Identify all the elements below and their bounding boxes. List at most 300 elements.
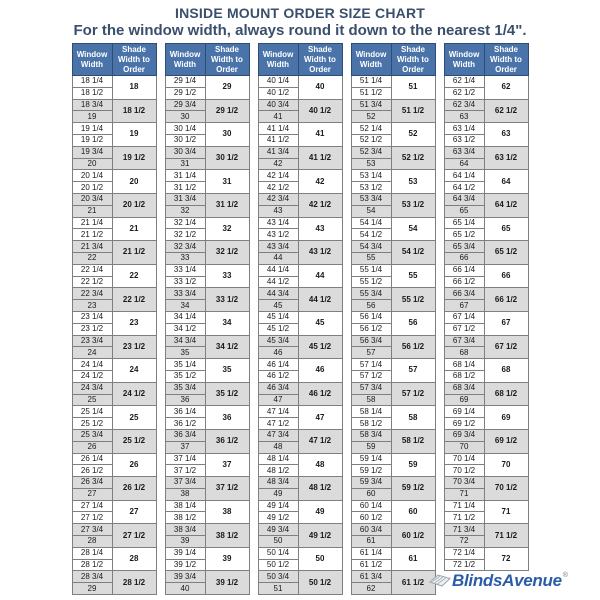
shade-width-cell: 48 1/2 — [298, 477, 342, 501]
table-row — [72, 500, 156, 512]
window-width-cell: 35 3/4 — [165, 382, 205, 394]
shade-width-cell: 62 1/2 — [484, 99, 528, 123]
window-width-cell: 23 1/4 — [72, 311, 112, 323]
shade-width-cell: 52 1/2 — [391, 146, 435, 170]
window-width-cell: 35 1/2 — [165, 370, 205, 382]
window-width-cell: 34 3/4 — [165, 335, 205, 347]
shade-width-cell: 32 — [205, 217, 249, 241]
registered-mark: ® — [562, 572, 568, 579]
window-width-cell: 61 3/4 — [351, 571, 391, 583]
shade-width-cell: 35 1/2 — [205, 382, 249, 406]
window-width-cell: 67 — [444, 300, 484, 312]
window-width-cell: 54 1/2 — [351, 229, 391, 241]
window-width-cell: 21 1/4 — [72, 217, 112, 229]
table-row — [258, 288, 342, 300]
table-row — [351, 146, 435, 158]
shade-width-cell: 38 1/2 — [205, 524, 249, 548]
window-width-header: Window Width — [72, 44, 112, 76]
table-row — [165, 76, 249, 88]
window-width-cell: 41 3/4 — [258, 146, 298, 158]
window-width-cell: 23 — [72, 300, 112, 312]
window-width-cell: 72 — [444, 536, 484, 548]
window-width-cell: 38 — [165, 488, 205, 500]
window-width-cell: 62 3/4 — [444, 99, 484, 111]
table-row — [444, 429, 528, 441]
window-width-cell: 24 — [72, 347, 112, 359]
window-width-cell: 70 — [444, 441, 484, 453]
table-row — [165, 429, 249, 441]
shade-width-cell: 34 1/2 — [205, 335, 249, 359]
table-row — [258, 524, 342, 536]
window-width-cell: 51 — [258, 583, 298, 595]
shade-width-cell: 47 1/2 — [298, 429, 342, 453]
window-width-cell: 64 1/4 — [444, 170, 484, 182]
window-width-cell: 60 — [351, 488, 391, 500]
table-row — [444, 500, 528, 512]
table-row — [72, 76, 156, 88]
brand-logo — [428, 571, 568, 591]
window-width-cell: 67 1/2 — [444, 323, 484, 335]
window-width-cell: 49 3/4 — [258, 524, 298, 536]
table-row — [72, 359, 156, 371]
window-width-cell: 47 1/2 — [258, 418, 298, 430]
table-row — [258, 477, 342, 489]
table-row — [165, 571, 249, 583]
shade-width-cell: 33 — [205, 264, 249, 288]
shade-width-header: Shade Width to Order — [484, 44, 528, 76]
window-width-cell: 66 3/4 — [444, 288, 484, 300]
window-width-cell: 68 3/4 — [444, 382, 484, 394]
shade-width-cell: 21 1/2 — [112, 241, 156, 265]
window-width-cell: 20 3/4 — [72, 193, 112, 205]
table-row — [165, 193, 249, 205]
window-width-header: Window Width — [165, 44, 205, 76]
window-width-cell: 28 1/4 — [72, 547, 112, 559]
table-row — [72, 524, 156, 536]
size-table-pair-5 — [444, 43, 529, 571]
table-row — [165, 406, 249, 418]
shade-width-cell: 30 1/2 — [205, 146, 249, 170]
table-row — [444, 524, 528, 536]
table-row — [258, 547, 342, 559]
window-width-cell: 27 1/4 — [72, 500, 112, 512]
window-width-cell: 60 3/4 — [351, 524, 391, 536]
shade-width-header: Shade Width to Order — [112, 44, 156, 76]
table-row — [72, 571, 156, 583]
table-row — [444, 288, 528, 300]
table-row — [258, 571, 342, 583]
window-width-cell: 22 1/2 — [72, 276, 112, 288]
table-row — [72, 335, 156, 347]
window-width-cell: 31 — [165, 158, 205, 170]
window-width-cell: 57 3/4 — [351, 382, 391, 394]
window-width-cell: 61 1/2 — [351, 559, 391, 571]
window-width-cell: 55 1/4 — [351, 264, 391, 276]
shade-width-cell: 56 — [391, 311, 435, 335]
window-width-cell: 58 — [351, 394, 391, 406]
shade-width-cell: 44 — [298, 264, 342, 288]
table-row — [351, 99, 435, 111]
window-width-cell: 48 1/4 — [258, 453, 298, 465]
window-width-cell: 42 1/2 — [258, 182, 298, 194]
window-width-cell: 22 — [72, 252, 112, 264]
shade-width-cell: 65 1/2 — [484, 241, 528, 265]
table-row — [165, 170, 249, 182]
table-row — [165, 264, 249, 276]
window-width-cell: 52 3/4 — [351, 146, 391, 158]
window-width-cell: 44 1/4 — [258, 264, 298, 276]
window-width-cell: 29 3/4 — [165, 99, 205, 111]
window-width-cell: 53 — [351, 158, 391, 170]
window-width-cell: 46 3/4 — [258, 382, 298, 394]
shade-width-cell: 28 — [112, 547, 156, 571]
table-row — [72, 264, 156, 276]
window-width-cell: 25 1/4 — [72, 406, 112, 418]
table-row — [72, 429, 156, 441]
window-width-cell: 58 1/4 — [351, 406, 391, 418]
window-width-cell: 49 — [258, 488, 298, 500]
shade-width-header: Shade Width to Order — [205, 44, 249, 76]
table-row — [351, 264, 435, 276]
table-row — [351, 241, 435, 253]
shade-width-cell: 54 — [391, 217, 435, 241]
shade-width-cell: 66 1/2 — [484, 288, 528, 312]
window-width-cell: 55 1/2 — [351, 276, 391, 288]
shade-width-cell: 37 — [205, 453, 249, 477]
table-row — [165, 288, 249, 300]
shade-width-cell: 65 — [484, 217, 528, 241]
shade-width-cell: 61 1/2 — [391, 571, 435, 595]
window-width-cell: 70 3/4 — [444, 477, 484, 489]
window-width-cell: 50 — [258, 536, 298, 548]
window-width-cell: 46 — [258, 347, 298, 359]
size-chart-tables — [0, 43, 600, 595]
shade-width-cell: 59 — [391, 453, 435, 477]
window-width-cell: 45 — [258, 300, 298, 312]
window-width-cell: 23 3/4 — [72, 335, 112, 347]
window-width-cell: 33 1/4 — [165, 264, 205, 276]
window-width-cell: 38 1/2 — [165, 512, 205, 524]
window-width-cell: 45 3/4 — [258, 335, 298, 347]
window-width-cell: 26 3/4 — [72, 477, 112, 489]
window-width-cell: 41 1/2 — [258, 134, 298, 146]
window-width-cell: 47 1/4 — [258, 406, 298, 418]
size-table-pair-1 — [72, 43, 157, 595]
window-width-cell: 50 1/2 — [258, 559, 298, 571]
shade-width-cell: 29 1/2 — [205, 99, 249, 123]
shade-width-cell: 49 1/2 — [298, 524, 342, 548]
shade-width-cell: 55 — [391, 264, 435, 288]
window-width-cell: 49 1/4 — [258, 500, 298, 512]
window-width-cell: 69 — [444, 394, 484, 406]
window-width-cell: 29 1/4 — [165, 76, 205, 88]
window-width-cell: 63 3/4 — [444, 146, 484, 158]
table-row — [351, 288, 435, 300]
table-row — [165, 217, 249, 229]
window-width-cell: 28 3/4 — [72, 571, 112, 583]
shade-width-header: Shade Width to Order — [298, 44, 342, 76]
table-row — [444, 146, 528, 158]
window-width-cell: 60 1/4 — [351, 500, 391, 512]
table-row — [258, 500, 342, 512]
window-width-cell: 64 1/2 — [444, 182, 484, 194]
table-row — [72, 193, 156, 205]
shade-width-cell: 25 — [112, 406, 156, 430]
table-row — [351, 453, 435, 465]
window-width-cell: 51 1/2 — [351, 87, 391, 99]
table-row — [258, 359, 342, 371]
window-width-cell: 43 3/4 — [258, 241, 298, 253]
table-row — [258, 382, 342, 394]
shade-width-cell: 18 — [112, 76, 156, 100]
chart-header — [0, 0, 600, 40]
window-width-cell: 33 — [165, 252, 205, 264]
table-row — [258, 264, 342, 276]
window-width-cell: 58 3/4 — [351, 429, 391, 441]
header-row — [165, 44, 249, 76]
window-width-cell: 44 3/4 — [258, 288, 298, 300]
table-row — [72, 547, 156, 559]
window-width-cell: 27 3/4 — [72, 524, 112, 536]
window-width-cell: 54 1/4 — [351, 217, 391, 229]
page-subtitle: For the window width, always round it down to the nearest 1/4". — [73, 22, 527, 39]
shade-width-cell: 22 — [112, 264, 156, 288]
shade-width-cell: 46 1/2 — [298, 382, 342, 406]
window-width-cell: 72 1/4 — [444, 547, 484, 559]
table-row — [444, 170, 528, 182]
window-width-cell: 54 — [351, 205, 391, 217]
window-width-cell: 52 — [351, 111, 391, 123]
window-width-cell: 30 1/4 — [165, 123, 205, 135]
shade-width-cell: 41 — [298, 123, 342, 147]
window-width-cell: 53 1/4 — [351, 170, 391, 182]
shade-width-cell: 31 — [205, 170, 249, 194]
table-row — [258, 76, 342, 88]
shade-width-cell: 34 — [205, 311, 249, 335]
window-width-cell: 47 — [258, 394, 298, 406]
window-width-cell: 18 1/2 — [72, 87, 112, 99]
window-width-cell: 27 — [72, 488, 112, 500]
window-width-cell: 59 1/2 — [351, 465, 391, 477]
window-width-cell: 39 3/4 — [165, 571, 205, 583]
window-width-cell: 23 1/2 — [72, 323, 112, 335]
window-width-cell: 36 3/4 — [165, 429, 205, 441]
window-width-cell: 31 1/4 — [165, 170, 205, 182]
shade-width-cell: 62 — [484, 76, 528, 100]
table-row — [351, 170, 435, 182]
brand-name: BlindsAvenue — [452, 571, 562, 590]
shade-width-cell: 67 — [484, 311, 528, 335]
shade-width-cell: 24 — [112, 359, 156, 383]
table-row — [165, 311, 249, 323]
window-width-cell: 60 1/2 — [351, 512, 391, 524]
window-width-cell: 26 1/4 — [72, 453, 112, 465]
header-row — [444, 44, 528, 76]
window-width-cell: 30 1/2 — [165, 134, 205, 146]
shade-width-cell: 19 1/2 — [112, 146, 156, 170]
window-width-cell: 56 3/4 — [351, 335, 391, 347]
table-row — [72, 453, 156, 465]
window-width-cell: 32 — [165, 205, 205, 217]
window-width-cell: 69 1/2 — [444, 418, 484, 430]
shade-width-cell: 36 1/2 — [205, 429, 249, 453]
window-width-cell: 19 — [72, 111, 112, 123]
window-width-cell: 71 1/4 — [444, 500, 484, 512]
window-width-cell: 22 3/4 — [72, 288, 112, 300]
shade-width-cell: 70 1/2 — [484, 477, 528, 501]
shade-width-cell: 23 — [112, 311, 156, 335]
table-row — [72, 382, 156, 394]
shade-width-cell: 53 1/2 — [391, 193, 435, 217]
window-width-cell: 32 1/2 — [165, 229, 205, 241]
window-width-cell: 57 1/4 — [351, 359, 391, 371]
window-width-cell: 65 1/2 — [444, 229, 484, 241]
table-row — [351, 500, 435, 512]
shade-width-header: Shade Width to Order — [391, 44, 435, 76]
table-row — [444, 76, 528, 88]
table-row — [351, 193, 435, 205]
window-width-cell: 34 1/4 — [165, 311, 205, 323]
window-width-cell: 36 — [165, 394, 205, 406]
table-row — [444, 382, 528, 394]
shade-width-cell: 45 1/2 — [298, 335, 342, 359]
window-width-header: Window Width — [258, 44, 298, 76]
window-width-cell: 32 1/4 — [165, 217, 205, 229]
table-row — [444, 217, 528, 229]
table-row — [444, 453, 528, 465]
window-width-cell: 20 1/2 — [72, 182, 112, 194]
shade-width-cell: 43 1/2 — [298, 241, 342, 265]
window-width-cell: 61 — [351, 536, 391, 548]
window-width-cell: 27 1/2 — [72, 512, 112, 524]
window-width-cell: 34 1/2 — [165, 323, 205, 335]
window-width-cell: 31 3/4 — [165, 193, 205, 205]
shade-width-cell: 54 1/2 — [391, 241, 435, 265]
table-row — [72, 123, 156, 135]
window-width-cell: 50 1/4 — [258, 547, 298, 559]
table-row — [72, 477, 156, 489]
shade-width-cell: 63 1/2 — [484, 146, 528, 170]
table-row — [72, 406, 156, 418]
window-width-cell: 44 — [258, 252, 298, 264]
window-width-cell: 19 1/4 — [72, 123, 112, 135]
table-row — [72, 311, 156, 323]
shade-width-cell: 38 — [205, 500, 249, 524]
window-width-cell: 67 1/4 — [444, 311, 484, 323]
table-row — [351, 547, 435, 559]
window-width-cell: 41 1/4 — [258, 123, 298, 135]
window-width-cell: 64 3/4 — [444, 193, 484, 205]
window-width-cell: 71 3/4 — [444, 524, 484, 536]
window-width-cell: 26 — [72, 441, 112, 453]
shade-width-cell: 42 1/2 — [298, 193, 342, 217]
window-width-cell: 24 1/2 — [72, 370, 112, 382]
table-row — [258, 406, 342, 418]
shade-width-cell: 20 1/2 — [112, 193, 156, 217]
window-width-cell: 63 — [444, 111, 484, 123]
window-width-cell: 18 3/4 — [72, 99, 112, 111]
table-row — [258, 146, 342, 158]
window-width-cell: 71 — [444, 488, 484, 500]
table-row — [351, 335, 435, 347]
window-width-cell: 18 1/4 — [72, 76, 112, 88]
window-width-cell: 64 — [444, 158, 484, 170]
shade-width-cell: 23 1/2 — [112, 335, 156, 359]
shade-width-cell: 64 — [484, 170, 528, 194]
window-width-cell: 44 1/2 — [258, 276, 298, 288]
window-width-cell: 52 1/2 — [351, 134, 391, 146]
window-width-cell: 62 — [351, 583, 391, 595]
table-row — [444, 123, 528, 135]
header-row — [351, 44, 435, 76]
window-width-cell: 29 — [72, 583, 112, 595]
window-width-cell: 48 3/4 — [258, 477, 298, 489]
window-width-cell: 58 1/2 — [351, 418, 391, 430]
window-width-cell: 43 1/2 — [258, 229, 298, 241]
table-row — [258, 453, 342, 465]
table-row — [165, 453, 249, 465]
table-row — [351, 524, 435, 536]
window-width-cell: 25 1/2 — [72, 418, 112, 430]
window-width-cell: 21 1/2 — [72, 229, 112, 241]
table-row — [165, 123, 249, 135]
window-width-cell: 21 — [72, 205, 112, 217]
window-width-cell: 42 — [258, 158, 298, 170]
shade-width-cell: 42 — [298, 170, 342, 194]
window-width-cell: 35 — [165, 347, 205, 359]
table-row — [72, 217, 156, 229]
window-width-cell: 41 — [258, 111, 298, 123]
table-row — [444, 477, 528, 489]
shade-width-cell: 58 1/2 — [391, 429, 435, 453]
table-row — [351, 359, 435, 371]
window-width-cell: 42 1/4 — [258, 170, 298, 182]
shade-width-cell: 57 1/2 — [391, 382, 435, 406]
window-width-cell: 28 1/2 — [72, 559, 112, 571]
window-width-cell: 20 1/4 — [72, 170, 112, 182]
window-width-cell: 37 1/4 — [165, 453, 205, 465]
shade-width-cell: 35 — [205, 359, 249, 383]
shade-width-cell: 71 — [484, 500, 528, 524]
shade-width-cell: 21 — [112, 217, 156, 241]
window-width-cell: 69 3/4 — [444, 429, 484, 441]
table-row — [351, 406, 435, 418]
table-row — [351, 477, 435, 489]
shade-width-cell: 24 1/2 — [112, 382, 156, 406]
shade-width-cell: 40 1/2 — [298, 99, 342, 123]
window-width-cell: 71 1/2 — [444, 512, 484, 524]
shade-width-cell: 39 1/2 — [205, 571, 249, 595]
window-width-cell: 37 — [165, 441, 205, 453]
table-row — [351, 76, 435, 88]
header-row — [258, 44, 342, 76]
table-row — [165, 524, 249, 536]
table-row — [258, 311, 342, 323]
window-width-cell: 43 — [258, 205, 298, 217]
shade-width-cell: 63 — [484, 123, 528, 147]
window-width-cell: 37 1/2 — [165, 465, 205, 477]
shade-width-cell: 61 — [391, 547, 435, 571]
window-width-cell: 55 3/4 — [351, 288, 391, 300]
window-width-cell: 59 — [351, 441, 391, 453]
size-table-pair-4 — [351, 43, 436, 595]
window-width-cell: 39 1/4 — [165, 547, 205, 559]
window-width-cell: 43 1/4 — [258, 217, 298, 229]
table-row — [165, 382, 249, 394]
shade-width-cell: 33 1/2 — [205, 288, 249, 312]
window-width-cell: 37 3/4 — [165, 477, 205, 489]
window-width-cell: 56 1/2 — [351, 323, 391, 335]
